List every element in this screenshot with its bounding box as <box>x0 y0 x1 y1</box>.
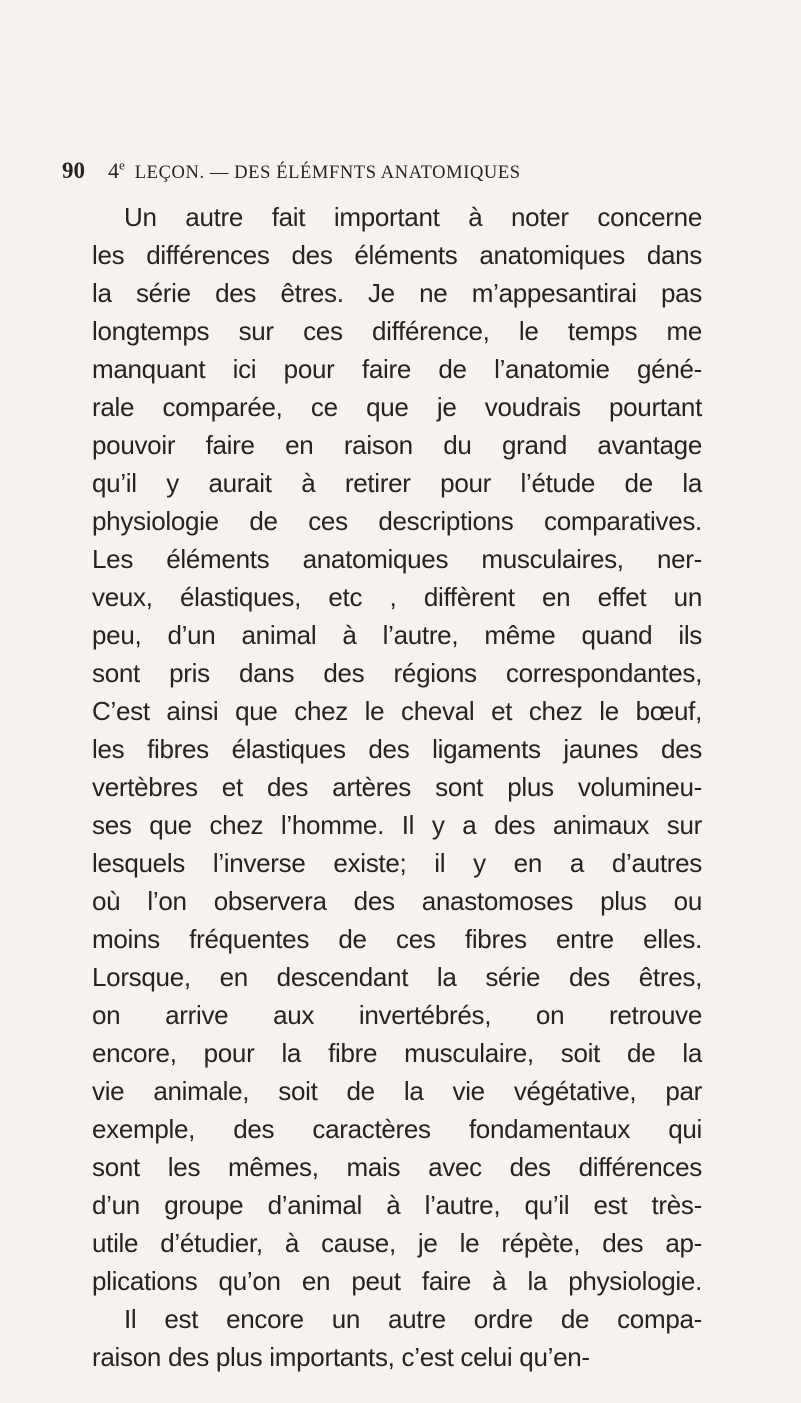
text-line: les fibres élastiques des ligaments jaunes des <box>92 734 702 764</box>
text-line: Un autre fait important à noter concerne <box>124 202 702 232</box>
text-line: vie animale, soit de la vie végétative, par <box>92 1076 702 1106</box>
text-line: les différences des éléments anatomiques dans <box>92 240 702 270</box>
text-line: utile d’étudier, à cause, je le répète, des ap- <box>92 1228 702 1258</box>
running-title: LEÇON. — DES ÉLÉMFNTS ANATOMIQUES <box>134 163 521 183</box>
text-line: qu’il y aurait à retirer pour l’étude de la <box>92 468 702 498</box>
text-line: la série des êtres. Je ne m’appesantirai pas <box>92 278 702 308</box>
text-line: plications qu’on en peut faire à la physiologie. <box>92 1266 702 1296</box>
text-line: peu, d’un animal à l’autre, même quand ils <box>92 620 702 650</box>
text-line: rale comparée, ce que je voudrais pourtant <box>92 392 702 422</box>
text-line: Les éléments anatomiques musculaires, ner- <box>92 544 702 574</box>
text-line: pouvoir faire en raison du grand avantage <box>92 430 702 460</box>
text-line: où l’on observera des anastomoses plus ou <box>92 886 702 916</box>
text-line: sont les mêmes, mais avec des différences <box>92 1152 702 1182</box>
text-line: sont pris dans des régions correspondantes, <box>92 658 702 688</box>
page-number: 90 <box>62 158 85 183</box>
text-line: veux, élastiques, etc , diffèrent en effet un <box>92 582 702 612</box>
text-line: raison des plus importants, c’est celui qu’en- <box>92 1342 590 1372</box>
text-line: Lorsque, en descendant la série des êtres, <box>92 962 702 992</box>
text-line: vertèbres et des artères sont plus volumineu- <box>92 772 702 802</box>
text-line: exemple, des caractères fondamentaux qui <box>92 1114 702 1144</box>
text-line: moins fréquentes de ces fibres entre elles. <box>92 924 702 954</box>
text-line: on arrive aux invertébrés, on retrouve <box>92 1000 702 1030</box>
text-line: Il est encore un autre ordre de compa- <box>124 1304 702 1334</box>
text-line: ses que chez l’homme. Il y a des animaux sur <box>92 810 702 840</box>
lesson-number-value: 4 <box>108 158 119 183</box>
text-line: longtemps sur ces différence, le temps me <box>92 316 702 346</box>
text-line: encore, pour la fibre musculaire, soit de la <box>92 1038 702 1068</box>
lesson-number-superscript: e <box>119 157 125 173</box>
text-line: C’est ainsi que chez le cheval et chez le bœuf, <box>92 696 702 726</box>
text-line: physiologie de ces descriptions comparatives. <box>92 506 702 536</box>
text-line: manquant ici pour faire de l’anatomie géné- <box>92 354 702 384</box>
text-line: d’un groupe d’animal à l’autre, qu’il est très- <box>92 1190 702 1220</box>
text-line: lesquels l’inverse existe; il y en a d’autres <box>92 848 702 878</box>
